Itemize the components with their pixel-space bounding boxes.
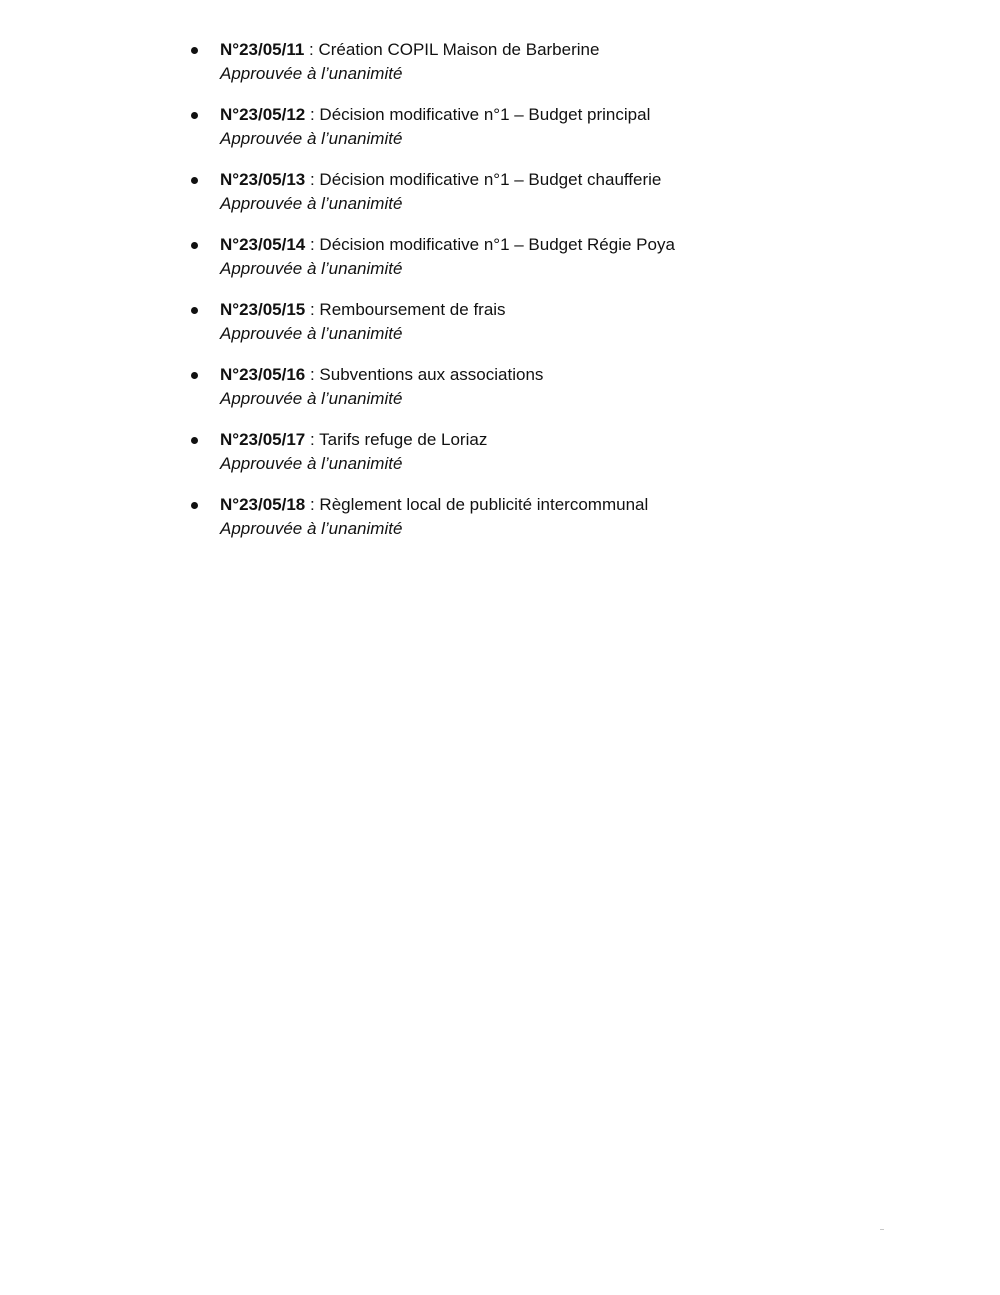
deliberation-number: N°23/05/13: [220, 170, 306, 189]
deliberation-subject: Décision modificative n°1 – Budget Régie Poya: [319, 235, 675, 254]
deliberation-decision: Approuvée à l’unanimité: [220, 324, 403, 343]
deliberation-line: [220, 38, 826, 62]
deliberation-decision: Approuvée à l’unanimité: [220, 389, 403, 408]
deliberation-item: [186, 493, 826, 558]
deliberation-line: [220, 103, 826, 127]
bullet-icon: [191, 242, 198, 249]
deliberation-decision: Approuvée à l’unanimité: [220, 64, 403, 83]
deliberation-number: N°23/05/14: [220, 235, 306, 254]
deliberation-line: [220, 363, 826, 387]
separator: :: [305, 430, 320, 449]
deliberation-number: N°23/05/15: [220, 300, 306, 319]
separator: :: [305, 495, 320, 514]
deliberation-line: [220, 493, 826, 517]
bullet-icon: [191, 112, 198, 119]
bullet-icon: [191, 372, 198, 379]
deliberation-item: [186, 233, 826, 298]
deliberation-number: N°23/05/11: [220, 40, 305, 59]
deliberation-decision: Approuvée à l’unanimité: [220, 259, 403, 278]
deliberation-subject: Création COPIL Maison de Barberine: [318, 40, 600, 59]
separator: :: [305, 365, 320, 384]
bullet-icon: [191, 307, 198, 314]
deliberation-decision: Approuvée à l’unanimité: [220, 129, 403, 148]
deliberation-item: [186, 428, 826, 493]
deliberation-item: [186, 38, 826, 103]
separator: :: [305, 300, 320, 319]
deliberation-subject: Remboursement de frais: [319, 300, 506, 319]
separator: :: [305, 170, 320, 189]
deliberation-number: N°23/05/16: [220, 365, 306, 384]
deliberation-line: [220, 298, 826, 322]
deliberation-subject: Règlement local de publicité intercommunal: [319, 495, 649, 514]
deliberation-number: N°23/05/12: [220, 105, 306, 124]
deliberation-line: [220, 168, 826, 192]
bullet-icon: [191, 177, 198, 184]
separator: :: [304, 40, 319, 59]
deliberation-number: N°23/05/18: [220, 495, 306, 514]
deliberation-line: [220, 428, 826, 452]
deliberation-item: [186, 168, 826, 233]
separator: :: [305, 235, 320, 254]
deliberation-decision: Approuvée à l’unanimité: [220, 194, 403, 213]
deliberation-item: [186, 103, 826, 168]
deliberation-decision: Approuvée à l’unanimité: [220, 519, 403, 538]
deliberation-line: [220, 233, 826, 257]
bullet-icon: [191, 437, 198, 444]
deliberation-subject: Décision modificative n°1 – Budget principal: [319, 105, 651, 124]
deliberation-subject: Décision modificative n°1 – Budget chaufferie: [319, 170, 662, 189]
deliberation-subject: Tarifs refuge de Loriaz: [319, 430, 488, 449]
deliberation-number: N°23/05/17: [220, 430, 306, 449]
deliberation-item: [186, 363, 826, 428]
bullet-icon: [191, 47, 198, 54]
separator: :: [305, 105, 320, 124]
deliberation-subject: Subventions aux associations: [319, 365, 544, 384]
deliberation-decision: Approuvée à l’unanimité: [220, 454, 403, 473]
page-mark: [880, 1229, 884, 1230]
bullet-icon: [191, 502, 198, 509]
deliberation-list: [186, 38, 826, 558]
deliberation-item: [186, 298, 826, 363]
